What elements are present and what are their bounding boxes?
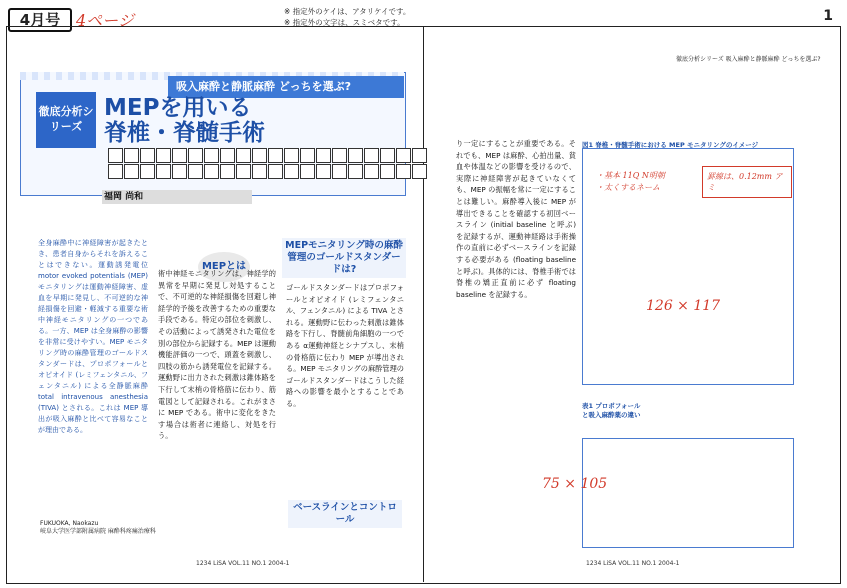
figure-2-box xyxy=(582,438,794,548)
page-number: 1 xyxy=(823,8,833,24)
notice-line-1: ※ 指定外のケイは、アタリケイです。 xyxy=(284,7,411,16)
column-3-text: り一定にすることが重要である。それでも、MEP は麻酔、心拍出量、貧血や体温などの影響を受けるので、実際に神経障害が起きていなくても、MEP の振幅を常に一定にすることは難しい。麻酔導入後に MEP が導出できることを確認する初回ベースライン (initial baseline と呼ぶ) を記録するが、運動神経路は手術操作の直前に必ずベースラインを記録する必要がある (floating baseline と呼ぶ)。具体的には、脊椎手術では脊椎の矯正直前に必ず floating baseline を記録する。 xyxy=(456,139,576,299)
main-title xyxy=(104,96,265,146)
figure-2-caption: 表1 プロポフォールと吸入麻酔薬の違い xyxy=(582,402,641,419)
author-name: 福岡 尚和 xyxy=(104,192,144,202)
placeholder-box-row-2 xyxy=(108,164,427,179)
page-handnote: 4ページ xyxy=(76,11,134,30)
title-ribbon: 吸入麻酔と静脈麻酔 どっちを選ぶ? xyxy=(168,76,404,98)
series-label: 徹底分析シリーズ xyxy=(36,92,96,148)
placeholder-box-row-1 xyxy=(108,148,427,163)
notice-line-2: ※ 指定外の文字は、スミベタです。 xyxy=(284,18,405,27)
fig1-note-right: 罫線は、0.12mm アミ xyxy=(702,166,792,198)
column-1-text: 術中神経モニタリングは、神経学的異常を早期に発見し対処することで、不可逆的な神経損傷を回避し神経学的予後を改善するための重要な手段である。特定の部位を刺激し、その活動によって誘発された電位を別の部位から記録する。MEP は運動機能評価の一つで、頭蓋を刺激し、四肢の筋から誘発電位を記録する。運動野に出力された刺激は錐体路を下行して末梢の骨格筋に伝わり、筋電図として記録される。これがまさに MEP である。術中に変化をきたす場合は術者に連絡し、対処を行う。 xyxy=(158,269,276,441)
sidebar-heading-1: MEPモニタリング時の麻酔管理のゴールドスタンダードは? xyxy=(285,240,403,275)
footer-right: 1234 LiSA VOL.11 NO.1 2004-1 xyxy=(586,560,680,567)
mep-blob: MEPとは xyxy=(198,252,250,282)
page-gutter xyxy=(423,26,424,582)
main-title-line-1: MEPを用いる xyxy=(104,95,252,121)
issue-badge: 4月号 xyxy=(8,8,72,32)
fig1-note-left-2: ・太くするネーム xyxy=(596,183,660,192)
fig1-dimensions: 126 × 117 xyxy=(646,298,721,314)
fig2-dimensions: 75 × 105 xyxy=(542,476,608,492)
bottom-author-line-1: FUKUOKA, Naokazu xyxy=(40,520,99,527)
main-title-line-2: 脊椎・脊髄手術 xyxy=(104,120,265,146)
fig1-note-left xyxy=(596,170,686,194)
column-2-text: ゴールドスタンダードはプロポフォールとオピオイド (レミフェンタニル、フェンタニル) による TIVA とされる。運動野に伝わった刺激は錐体路を下行し、脊髄前角細胞の一つである α運動神経とシナプスし、末梢の骨格筋に伝わり MEP が導出される。MEP モニタリングの麻酔管理のゴールドスタンダードはこうした経路への影響を最小とすることである。 xyxy=(286,283,404,408)
right-series: 徹底分析シリーズ 吸入麻酔と静脈麻酔 どっちを選ぶ? xyxy=(676,56,821,63)
lead-text: 全身麻酔中に神経障害が起きたとき、患者自身からそれを訴えることはできない。運動誘発電位 motor evoked potentials (MEP) モニタリングは運動神経障害、虚血を早期に発見し、不可逆的な神経損傷を回避・軽減する重要な術中神経モニタリングの一つである。一方、MEP は全身麻酔の影響を非常に受けやすい。MEP モニタリング時の麻酔管理のゴールドスタンダードは、プロポフォールとオピオイド (レミフェンタニル、フェンタニル) による全静脈麻酔 total intravenous anesthesia (TIVA) とされる。これは MEP 導出が吸入麻酔と比べて容易なことが理由である。 xyxy=(38,239,148,434)
notice xyxy=(284,6,410,28)
bottom-author xyxy=(40,520,156,536)
figure-1-caption: 図1 脊椎・脊髄手術における MEP モニタリングのイメージ xyxy=(582,141,759,149)
fig1-note-left-1: ・基本 11Q N明朝 xyxy=(596,171,665,180)
bottom-author-line-2: 岐阜大学医学部附属病院 麻酔科疼痛治療科 xyxy=(40,528,156,535)
sidebar-heading-2: ベースラインとコントロール xyxy=(293,502,397,525)
footer-left: 1234 LiSA VOL.11 NO.1 2004-1 xyxy=(196,560,290,567)
